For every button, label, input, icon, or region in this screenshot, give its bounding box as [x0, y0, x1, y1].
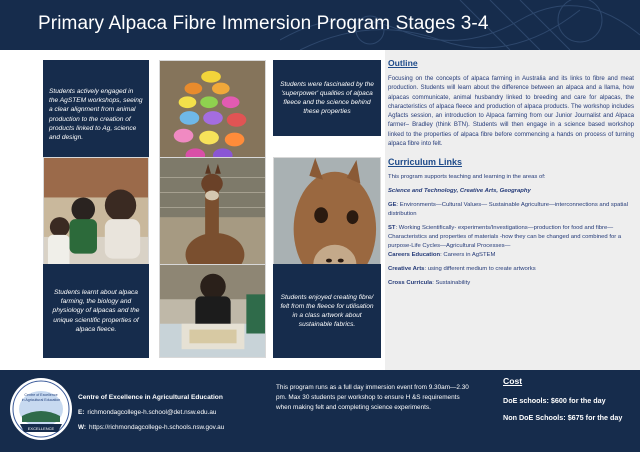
caption-superpower: Students were fascinated by the 'superpower' qualities of alpaca fleece and the science behind these properties — [273, 60, 381, 136]
photo-dyed-fleece — [159, 60, 266, 169]
photo-grid — [0, 50, 385, 370]
page-footer — [0, 370, 640, 452]
photo-student-felting — [159, 264, 266, 358]
curriculum-st: ST: Working Scientifically- experiments/Investigations—production for food and fibre—Characteristics and properties of materials -how they can be changed and combined for a purpose-Life Cycles—Agricultural Processes— Careers Education: Careers in AgSTEM — [388, 225, 622, 258]
curriculum-cross-curricula: Cross Curricula: Sustainability — [388, 279, 471, 286]
contact-email: E: richmondagcollege-h.school@det.nsw.edu.au — [78, 409, 217, 416]
curriculum-heading: Curriculum Links — [388, 157, 463, 168]
program-info: This program runs as a full day immersion event from 9.30am—2.30 pm. Max 30 students per workshop to ensure H &S requirements when making felt and completing science experiments. — [276, 384, 469, 411]
cost-non-doe: Non DoE Schools: $675 for the day — [503, 413, 623, 422]
school-logo — [8, 376, 74, 442]
curriculum-creative-arts: Creative Arts: using different medium to create artworks — [388, 265, 536, 272]
svg-text:EXCELLENCE: EXCELLENCE — [27, 426, 55, 431]
outline-heading: Outline — [388, 58, 418, 68]
svg-text:in Agricultural Education: in Agricultural Education — [21, 398, 61, 402]
page-header — [0, 0, 640, 50]
cost-heading: Cost — [503, 376, 523, 386]
org-name: Centre of Excellence in Agricultural Education — [78, 394, 223, 401]
outline-text: Focusing on the concepts of alpaca farming in Australia and its links to fibre and meat production. Students will learn about the difference between an alpaca and a llama, how alpacas communicate, animal husbandry linked to breeding and care for alpacas, the characteristics of alpaca fleece and production of alpaca products. The workshop includes Agfacts session, an introduction to Alpaca farming from our Junior Journalist and Alpaca farmer– Bradley (think BTN). Students will then engage in a science based workshop linked to the properties of alpaca fibre before commencing a hands on process of turning alpaca fibre into felt. — [388, 75, 634, 148]
svg-text:Centre of Excellence: Centre of Excellence — [24, 393, 58, 397]
curriculum-intro: This program supports teaching and learning in the areas of: — [388, 174, 546, 181]
website-link[interactable]: https://richmondagcollege-h.schools.nsw.gov.au — [89, 424, 225, 431]
caption-felt: Students enjoyed creating fibre/ felt from the fleece for utilisation in a class artwork about sustainable fabrics. — [273, 264, 381, 358]
curriculum-areas: Science and Technology, Creative Arts, Geography — [388, 188, 531, 195]
cost-doe: DoE schools: $600 for the day — [503, 396, 606, 405]
email-link[interactable]: richmondagcollege-h.school@det.nsw.edu.au — [87, 409, 217, 416]
caption-workshops: Students actively engaged in the AgSTEM workshops, seeing a clear alignment from animal production to the creation of products linked to Ag, science and design. — [43, 60, 149, 169]
caption-biology: Students learnt about alpaca farming, the biology and physiology of alpacas and the unique scientific properties of alpaca fleece. — [43, 264, 149, 358]
info-panel — [385, 50, 640, 370]
curriculum-ge: GE: Environments—Cultural Values— Sustainable Agriculture—interconnections and spatial distribution — [388, 202, 628, 218]
contact-website: W: https://richmondagcollege-h.schools.nsw.gov.au — [78, 424, 225, 431]
page-title: Primary Alpaca Fibre Immersion Program Stages 3-4 — [38, 13, 489, 34]
